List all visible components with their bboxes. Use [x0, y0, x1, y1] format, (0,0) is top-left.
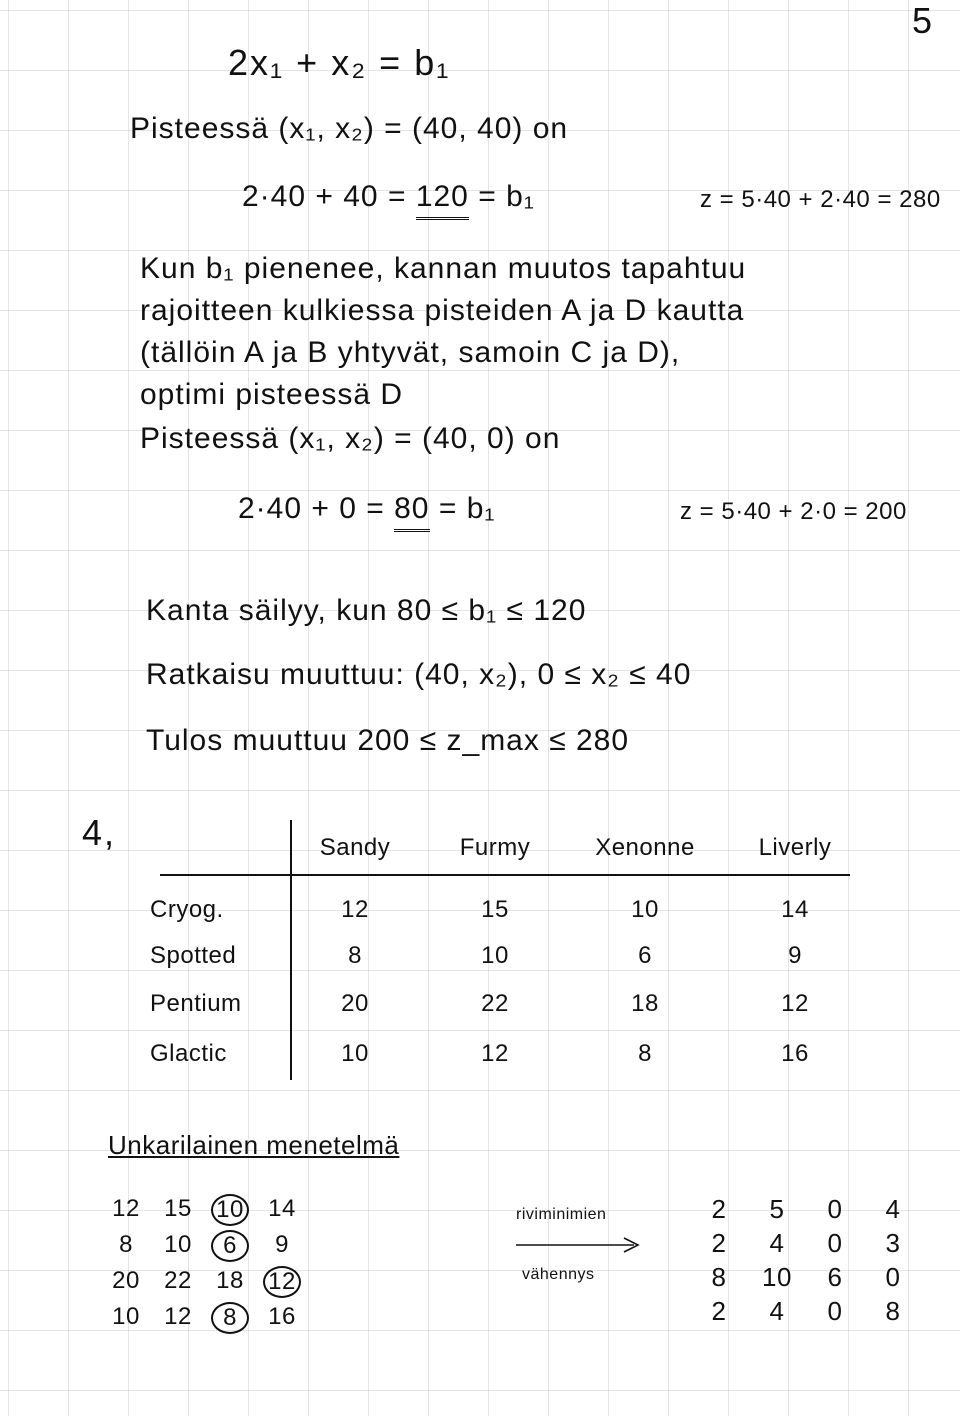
matrix-cell: 16	[268, 1303, 296, 1330]
cell: 8	[638, 1040, 652, 1067]
reduced-matrix	[690, 1194, 922, 1326]
col-xenonne: Xenonne	[595, 834, 695, 861]
cell: 10	[341, 1040, 369, 1067]
paragraph-line-3: (tällöin A ja B yhtyvät, samoin C ja D),	[140, 336, 681, 369]
hungarian-heading: Unkarilainen menetelmä	[108, 1130, 400, 1160]
arrow-label-top: riviminimien	[516, 1206, 607, 1223]
cell: 14	[781, 896, 809, 923]
matrix-cell-circled: 6	[211, 1230, 249, 1262]
col-furmy: Furmy	[459, 834, 531, 861]
row-label-pentium: Pentium	[150, 990, 242, 1017]
matrix-cell: 15	[164, 1195, 192, 1222]
cell: 12	[341, 896, 369, 923]
cell: 15	[481, 896, 509, 923]
cell: 22	[481, 990, 509, 1017]
matrix-cell: 4	[769, 1296, 785, 1326]
page-number: 5	[912, 0, 935, 41]
matrix-cell: 22	[164, 1267, 192, 1294]
table-row	[150, 896, 850, 924]
row-label-glactic: Glactic	[150, 1040, 227, 1067]
solution-change: Ratkaisu muuttuu: (40, x₂), 0 ≤ x₂ ≤ 40	[146, 658, 692, 691]
calc-b1-upper	[242, 180, 535, 214]
calc-right: = b₁	[438, 492, 496, 525]
matrix-cell: 3	[885, 1228, 901, 1258]
calc-right: = b₁	[478, 180, 535, 213]
point-d-statement: Pisteessä (x₁, x₂) = (40, 0) on	[140, 422, 561, 455]
table-row	[150, 1040, 850, 1068]
matrix-cell: 12	[164, 1303, 192, 1330]
point-a-statement: Pisteessä (x₁, x₂) = (40, 40) on	[130, 112, 569, 145]
matrix-cell: 0	[827, 1194, 843, 1224]
calc-value-80: 80	[394, 492, 429, 532]
col-liverly: Liverly	[758, 834, 832, 861]
matrix-cell: 6	[827, 1262, 843, 1292]
matrix-cell-circled: 8	[211, 1302, 249, 1334]
matrix-cell: 5	[769, 1194, 785, 1224]
arrow-label-bottom: vähennys	[522, 1266, 595, 1283]
matrix-cell: 8	[711, 1262, 727, 1292]
z-value-lower: z = 5·40 + 2·0 = 200	[680, 498, 907, 525]
matrix-cell: 20	[112, 1267, 140, 1294]
matrix-cell: 0	[885, 1262, 901, 1292]
matrix-cell: 10	[112, 1303, 140, 1330]
cell: 20	[341, 990, 369, 1017]
cell: 12	[481, 1040, 509, 1067]
matrix-cell: 10	[762, 1262, 792, 1292]
table-row	[150, 990, 850, 1018]
col-sandy: Sandy	[319, 834, 391, 861]
calc-b1-lower	[238, 492, 496, 526]
matrix-cell: 2	[711, 1296, 727, 1326]
row-label-spotted: Spotted	[150, 942, 237, 969]
cell: 10	[481, 942, 509, 969]
table-header	[300, 834, 850, 862]
matrix-cell: 8	[119, 1231, 133, 1258]
cell: 18	[631, 990, 659, 1017]
cell: 12	[781, 990, 809, 1017]
row-label-cryog: Cryog.	[150, 896, 224, 923]
matrix-cell: 9	[275, 1231, 289, 1258]
paragraph-line-4: optimi pisteessä D	[140, 378, 404, 411]
cell: 6	[638, 942, 652, 969]
cell: 10	[631, 896, 659, 923]
matrix-cell: 18	[216, 1267, 244, 1294]
matrix-cell: 2	[711, 1194, 727, 1224]
matrix-cell: 4	[769, 1228, 785, 1258]
equation-constraint: 2x₁ + x₂ = b₁	[228, 42, 451, 83]
basis-range: Kanta säilyy, kun 80 ≤ b₁ ≤ 120	[146, 594, 587, 627]
z-value-upper: z = 5·40 + 2·40 = 280	[700, 186, 941, 213]
table-row	[150, 942, 850, 970]
matrix-cell-circled: 10	[211, 1194, 249, 1226]
matrix-cell: 14	[268, 1195, 296, 1222]
matrix-cell: 10	[164, 1231, 192, 1258]
result-change: Tulos muuttuu 200 ≤ z_max ≤ 280	[146, 724, 630, 757]
matrix-cell: 0	[827, 1228, 843, 1258]
matrix-cell-circled: 12	[263, 1266, 301, 1298]
calc-left: 2·40 + 40 =	[242, 180, 407, 213]
problem-number: 4,	[82, 812, 117, 853]
calc-value-120: 120	[416, 180, 469, 220]
matrix-cell: 12	[112, 1195, 140, 1222]
right-arrow-icon	[516, 1236, 642, 1259]
matrix-cell: 4	[885, 1194, 901, 1224]
cell: 8	[348, 942, 362, 969]
matrix-cell: 2	[711, 1228, 727, 1258]
table-horizontal-rule	[160, 874, 850, 876]
cell: 9	[788, 942, 802, 969]
matrix-cell: 8	[885, 1296, 901, 1326]
paragraph-line-2: rajoitteen kulkiessa pisteiden A ja D kautta	[140, 294, 745, 327]
cell: 16	[781, 1040, 809, 1067]
paragraph-line-1: Kun b₁ pienenee, kannan muutos tapahtuu	[140, 252, 747, 285]
calc-left: 2·40 + 0 =	[238, 492, 385, 525]
cost-matrix	[100, 1194, 308, 1334]
matrix-cell: 0	[827, 1296, 843, 1326]
